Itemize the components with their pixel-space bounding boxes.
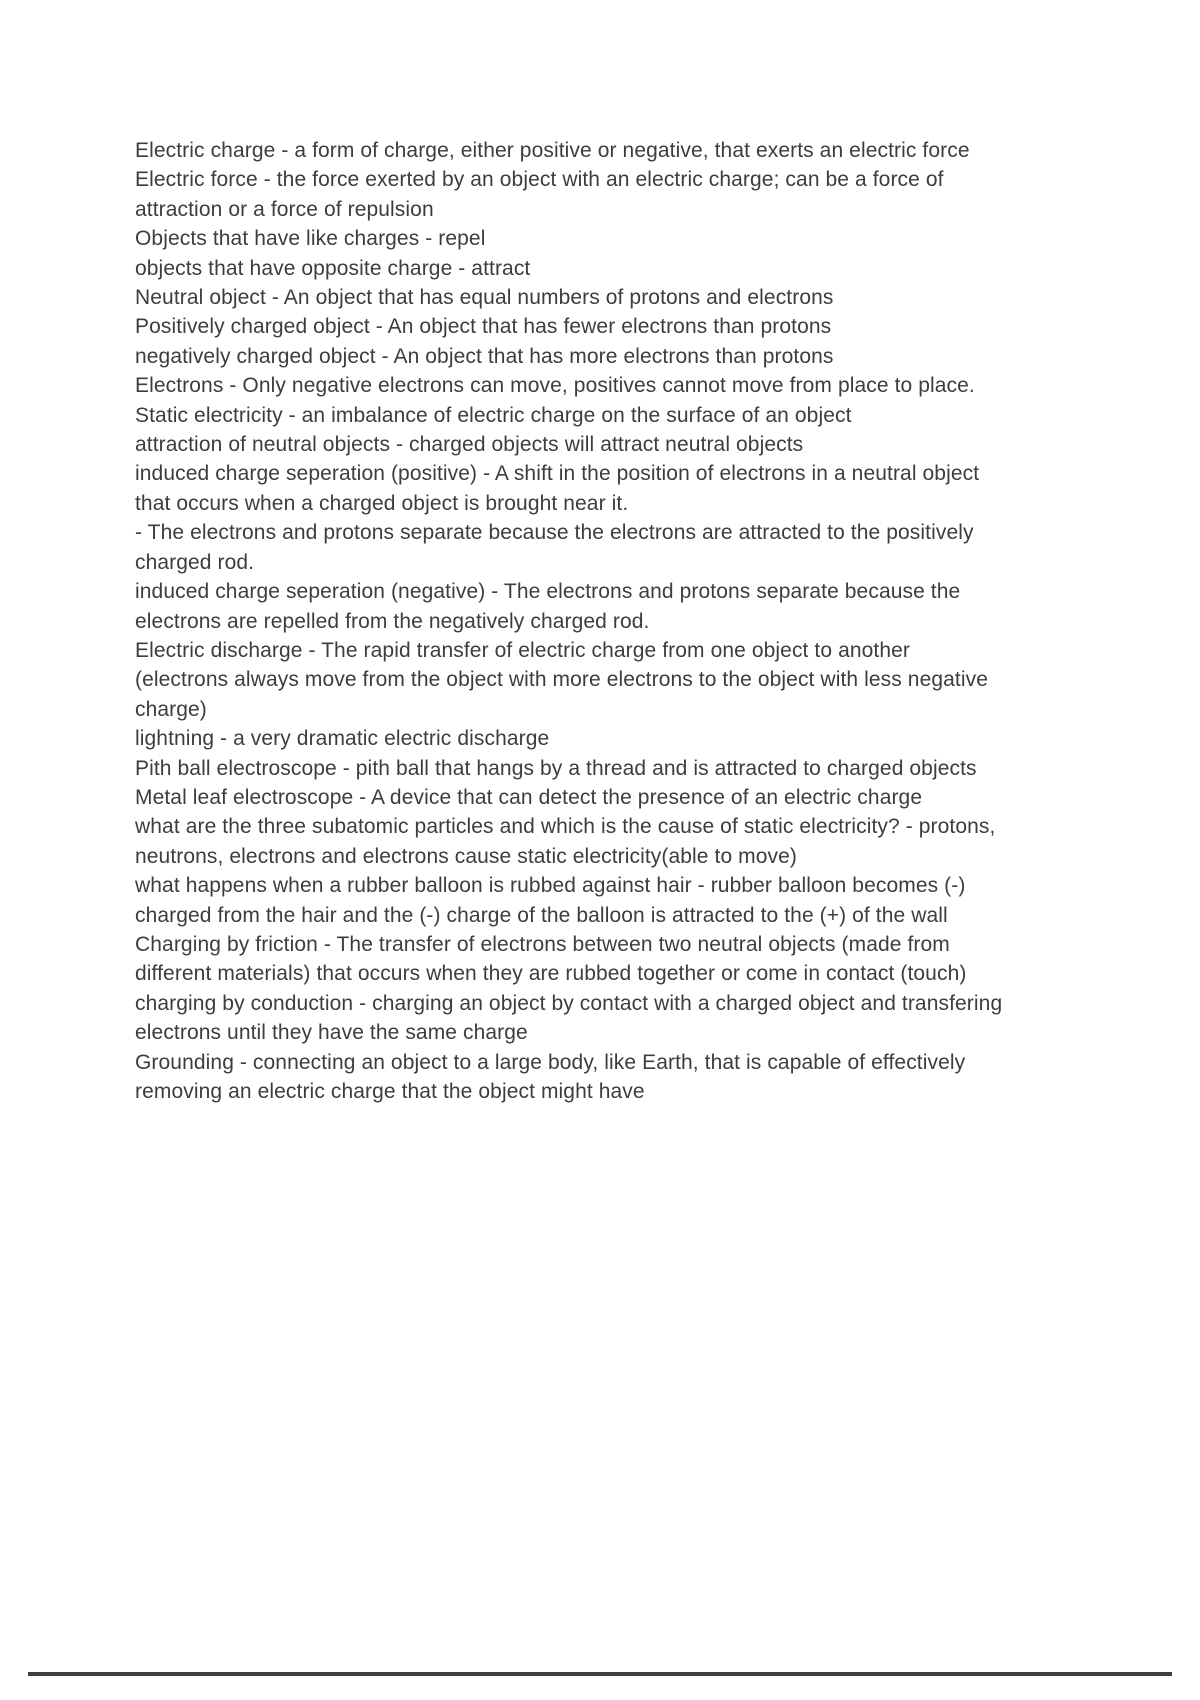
note-line: Electric force - the force exerted by an object with an electric charge; can be a force of attraction or a force of repulsion [135,168,944,221]
note-line: Pith ball electroscope - pith ball that hangs by a thread and is attracted to charged objects [135,756,977,780]
note-line: - The electrons and protons separate because the electrons are attracted to the positively charged rod. [135,521,974,574]
note-line: Objects that have like charges - repel [135,227,486,251]
note-line: charging by conduction - charging an object by contact with a charged object and transfering electrons until they have the same charge [135,991,1003,1045]
note-line: what are the three subatomic particles and which is the cause of static electricity? - protons, neutrons, electrons and electrons cause static electricity(able to move) [135,815,996,868]
note-line: Electric discharge - The rapid transfer of electric charge from one object to another (electrons always move from the object with more electrons to the object with less negative charge) [135,638,988,721]
note-line: what happens when a rubber balloon is rubbed against hair - rubber balloon becomes (-) charged from the hair and the (-) charge of the balloon is attracted to the (+) of the wall [135,874,966,927]
note-line: lightning - a very dramatic electric discharge [135,727,550,751]
note-line: Grounding - connecting an object to a large body, like Earth, that is capable of effectively removing an electric charge that the object might have [135,1050,966,1103]
note-line: induced charge seperation (positive) - A shift in the position of electrons in a neutral object that occurs when a charged object is brought near it. [135,462,980,515]
note-line: objects that have opposite charge - attract [135,256,531,280]
note-line: Charging by friction - The transfer of electrons between two neutral objects (made from different materials) that occurs when they are rubbed together or come in contact (touch) [135,932,967,986]
note-line: Positively charged object - An object that has fewer electrons than protons [135,315,832,339]
note-line: Static electricity - an imbalance of electric charge on the surface of an object [135,403,852,427]
note-line: negatively charged object - An object that has more electrons than protons [135,344,834,368]
note-line: Electrons - Only negative electrons can move, positives cannot move from place to place. [135,374,975,398]
notes-list [135,136,1007,1106]
note-line: induced charge seperation (negative) - The electrons and protons separate because the electrons are repelled from the negatively charged rod. [135,580,961,633]
note-line: Neutral object - An object that has equal numbers of protons and electrons [135,286,834,310]
note-line: Metal leaf electroscope - A device that can detect the presence of an electric charge [135,785,923,809]
page-divider [28,1672,1172,1676]
note-line: Electric charge - a form of charge, either positive or negative, that exerts an electric force [135,139,970,162]
note-line: attraction of neutral objects - charged objects will attract neutral objects [135,433,804,457]
